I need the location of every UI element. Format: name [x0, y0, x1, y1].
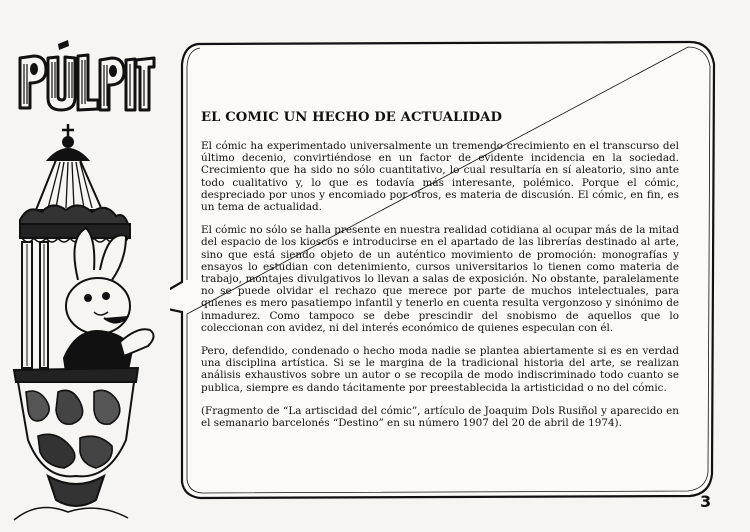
article-citation: (Fragmento de “La artiscidad del cómic”, artículo de Joaquim Dols Rusiñol y aparecido en el semanario barcelonés “Destino” en su número 1907 del 20 de abril de 1974).: [201, 404, 679, 430]
page-number: 3: [700, 492, 712, 511]
article-paragraph-2: El cómic no sólo se halla presente en nuestra realidad cotidiana al ocupar más de la mitad del espacio de los kioscos e introducirse en el apartado de las librerías destinado al arte, sino que está siendo objeto de un auténtico movimiento de promoción: monografías y ensayos lo estudian con detenimiento, cursos universitarios lo tienen como materia de trabajo, montajes divulgativos lo llevan a salas de exposición. No obstante, paralelamente no se puede olvidar el rechazo que merece por parte de muchos intelectuales, para quienes es mero pasatiempo infantil y tenerlo en cuenta resulta vergonzoso y sinónimo de inmadurez. Como tampoco se debe prescindir del snobismo de aquellos que lo coleccionan con avidez, ni del interés económico de quienes especulan con él.: [201, 224, 679, 334]
article-paragraph-3: Pero, defendido, condenado o hecho moda nadie se plantea abiertamente si es en verdad una disciplina artística. Si se le margina de la tradicional historia del arte, se realizan análisis exhaustivos sobre un autor o se recopila de modo indiscriminado todo cuanto se publica, siempre es dando tácitamente por preestablecida la artisticidad o no del cómic.: [201, 345, 679, 394]
article-content: [201, 110, 679, 440]
pulpito-logo: [14, 38, 164, 118]
pulpit-illustration: [8, 120, 183, 525]
article-title: EL COMIC UN HECHO DE ACTUALIDAD: [201, 110, 503, 125]
article-paragraph-1: El cómic ha experimentado universalmente un tremendo crecimiento en el transcurso del último decenio, convirtiéndose en un factor de evidente incidencia en la sociedad. Crecimiento que ha sido no sólo cuantitativo, lo cual resultaría en sí aleatorio, sino ante todo cualitativo y, lo que es todavía más interesante, polémico. Porque el cómic, despreciado por unos y encomiado por otros, es materia de discusión. El cómic, en fin, es un tema de actualidad.: [201, 140, 679, 214]
